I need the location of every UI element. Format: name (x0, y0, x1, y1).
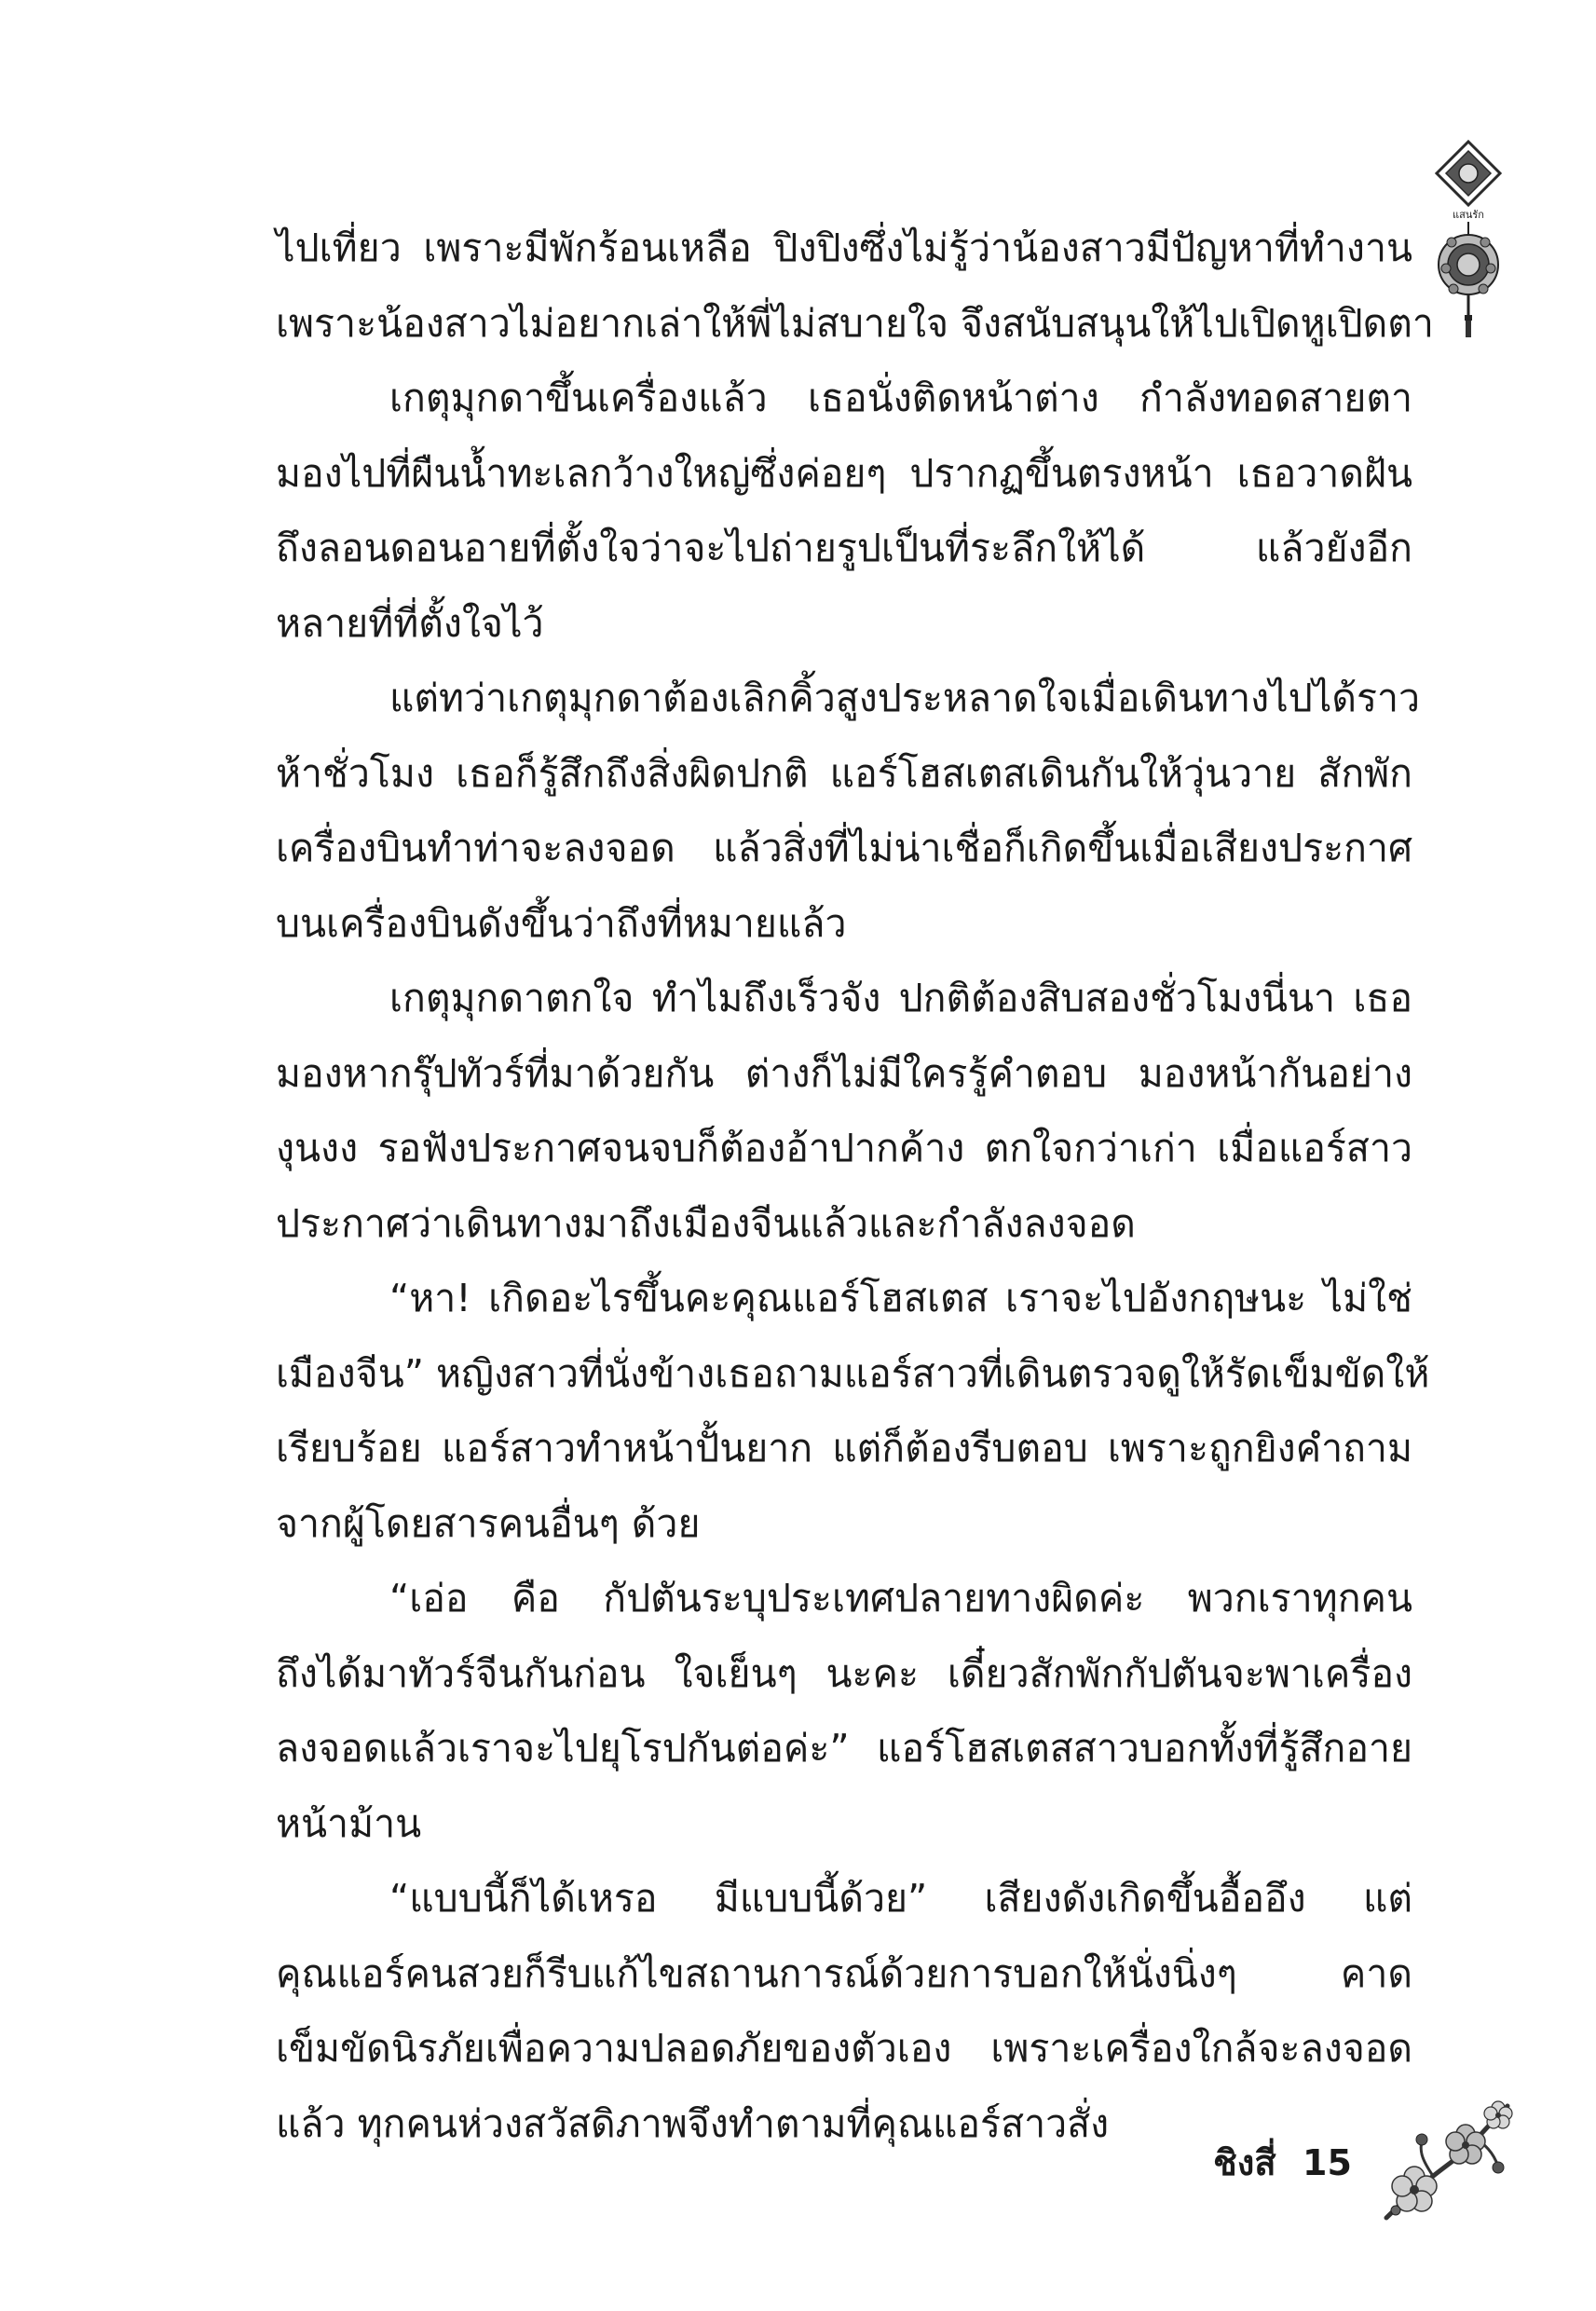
text-line: “เอ่อ คือ กัปตันระบุประเทศปลายทางผิดค่ะ พวกเราทุกคน (389, 1576, 1412, 1620)
text-line: หลายที่ที่ตั้งใจไว้ (276, 600, 544, 646)
decorative-knot-icon (1431, 138, 1506, 371)
text-line: เพราะน้องสาวไม่อยากเล่าให้พี่ไม่สบายใจ จึงสนับสนุนให้ไปเปิดหูเปิดตา (276, 300, 1434, 346)
text-line: มองหากรุ๊ปทัวร์ที่มาด้วยกัน ต่างก็ไม่มีใครรู้คำตอบ มองหน้ากันอย่าง (276, 1050, 1412, 1096)
text-line: ถึงลอนดอนอายที่ตั้งใจว่าจะไปถ่ายรูปเป็นที่ระลึกให้ได้ แล้วยังอีก (276, 526, 1412, 570)
text-line: คุณแอร์คนสวยก็รีบแก้ไขสถานการณ์ด้วยการบอกให้นั่งนิ่งๆ คาด (276, 1950, 1412, 1996)
book-title: ชิงสี่ (1213, 2142, 1276, 2183)
text-line: เครื่องบินทำท่าจะลงจอด แล้วสิ่งที่ไม่น่าเชื่อก็เกิดขึ้นเมื่อเสียงประกาศ (276, 826, 1412, 870)
text-line: แล้ว ทุกคนห่วงสวัสดิภาพจึงทำตามที่คุณแอร์สาวสั่ง (276, 2100, 1110, 2146)
text-line: เกตุมุกดาตกใจ ทำไมถึงเร็วจัง ปกติต้องสิบสองชั่วโมงนี่นา เธอ (389, 976, 1412, 1020)
text-line: ถึงได้มาทัวร์จีนกันก่อน ใจเย็นๆ นะคะ เดี๋ยวสักพักกัปตันจะพาเครื่อง (276, 1650, 1412, 1696)
text-line: จากผู้โดยสารคนอื่นๆ ด้วย (276, 1500, 701, 1546)
text-line: ไปเที่ยว เพราะมีพักร้อนเหลือ ปิงปิงซึ่งไม่รู้ว่าน้องสาวมีปัญหาที่ทำงาน (276, 226, 1412, 270)
text-line: เกตุมุกดาขึ้นเครื่องแล้ว เธอนั่งติดหน้าต่าง กำลังทอดสายตา (389, 376, 1412, 420)
text-line: “แบบนี้ก็ได้เหรอ มีแบบนี้ด้วย” เสียงดังเกิดขึ้นอื้ออึง แต่ (389, 1876, 1412, 1921)
page-number: 15 (1303, 2142, 1352, 2183)
plum-blossom-icon (1377, 2087, 1517, 2227)
text-line: เข็มขัดนิรภัยเพื่อความปลอดภัยของตัวเอง เพราะเครื่องใกล้จะลงจอด (276, 2026, 1412, 2071)
text-line: เมืองจีน” หญิงสาวที่นั่งข้างเธอถามแอร์สาวที่เดินตรวจดูให้รัดเข็มขัดให้ (276, 1350, 1430, 1396)
text-line: หน้าม้าน (276, 1800, 422, 1846)
badge-text: แสนรัก (1453, 209, 1484, 221)
text-line: บนเครื่องบินดังขึ้นว่าถึงที่หมายแล้ว (276, 900, 847, 946)
text-line: เรียบร้อย แอร์สาวทำหน้าปั้นยาก แต่ก็ต้องรีบตอบ เพราะถูกยิงคำถาม (276, 1426, 1412, 1470)
text-line: งุนงง รอฟังประกาศจนจบก็ต้องอ้าปากค้าง ตกใจกว่าเก่า เมื่อแอร์สาว (276, 1126, 1412, 1170)
story-text (276, 211, 1434, 2161)
text-line: มองไปที่ผืนน้ำทะเลกว้างใหญ่ซึ่งค่อยๆ ปรากฏขึ้นตรงหน้า เธอวาดฝัน (276, 450, 1412, 496)
text-line: ลงจอดแล้วเราจะไปยุโรปกันต่อค่ะ” แอร์โฮสเตสสาวบอกทั้งที่รู้สึกอาย (276, 1726, 1412, 1771)
text-line: ห้าชั่วโมง เธอก็รู้สึกถึงสิ่งผิดปกติ แอร์โฮสเตสเดินกันให้วุ่นวาย สักพัก (276, 750, 1412, 796)
text-line: แต่ทว่าเกตุมุกดาต้องเลิกคิ้วสูงประหลาดใจเมื่อเดินทางไปได้ราว (389, 676, 1421, 720)
text-line: ประกาศว่าเดินทางมาถึงเมืองจีนแล้วและกำลังลงจอด (276, 1200, 1136, 1246)
text-line: “หา! เกิดอะไรขึ้นคะคุณแอร์โฮสเตส เราจะไปอังกฤษนะ ไม่ใช่ (389, 1276, 1412, 1320)
